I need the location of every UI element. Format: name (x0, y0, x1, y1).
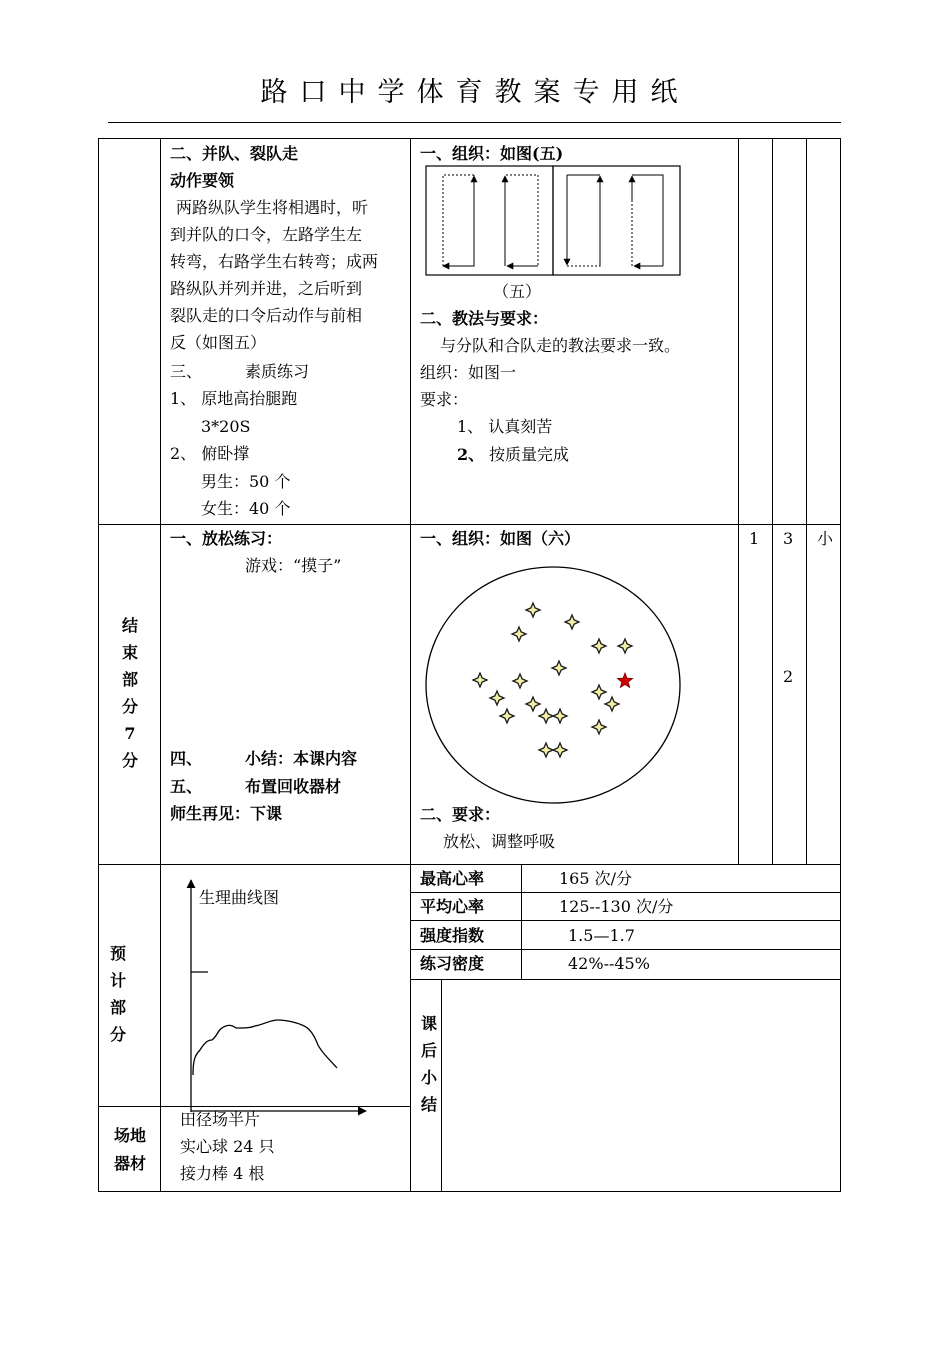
stat-label: 练习密度 (420, 954, 485, 973)
relax-heading: 一、放松练习： (170, 529, 283, 548)
section3-title: 素质练习 (245, 362, 310, 381)
count-column-top: 3 (783, 529, 794, 548)
stat-label: 最高心率 (420, 869, 485, 888)
end-requirements-text: 放松、调整呼吸 (443, 832, 556, 851)
section5-number: 五、 (170, 777, 203, 796)
relax-game: 游戏：“摸子” (245, 556, 342, 575)
after-class-summary-label: 课 后 小 结 (420, 1014, 437, 1114)
organization-heading-6: 一、组织：如图（六） (420, 529, 581, 548)
stat-value: 42%--45% (568, 954, 650, 973)
end-requirements-heading: 二、要求： (420, 805, 501, 824)
section4-text: 小结：本课内容 (245, 749, 358, 768)
stat-label: 平均心率 (420, 897, 485, 916)
end-part-label: 结 束 部 分 7 分 (121, 616, 138, 770)
count-column-bottom: 2 (783, 667, 794, 686)
key-points-line: 路纵队并列并进，之后听到 (170, 279, 363, 298)
figure-caption: （五） (493, 282, 542, 301)
method-heading: 二、教法与要求： (420, 309, 549, 328)
organization-heading: 一、组织：如图(五) (420, 144, 564, 163)
predict-part-label: 预 计 部 分 (109, 944, 126, 1044)
requirement-1: 1、 认真刻苦 (457, 417, 553, 436)
key-points-line: 裂队走的口令后动作与前相 (170, 306, 363, 325)
section5-text: 布置回收器材 (245, 777, 342, 796)
time-column-value: 1 (749, 529, 760, 548)
requirement-2-text: 按质量完成 (489, 445, 570, 464)
stat-label: 强度指数 (420, 926, 485, 945)
curve-chart-label: 生理曲线图 (199, 888, 280, 907)
stat-value: 165 次/分 (559, 869, 633, 888)
march-heading: 二、并队、裂队走 (170, 144, 299, 163)
key-points-line: 转弯，右路学生右转弯；成两 (170, 252, 379, 271)
male-count: 男生：50 个 (201, 472, 291, 491)
section3-number: 三、 (170, 362, 203, 381)
section4-number: 四、 (170, 749, 203, 768)
female-count: 女生：40 个 (201, 499, 291, 518)
stat-value: 125--130 次/分 (559, 897, 674, 916)
exercise-item-1-detail: 3*20S (201, 417, 251, 436)
requirements-label: 要求： (420, 390, 469, 409)
requirement-2-number: 2、 (457, 445, 485, 464)
key-points-line: 到并队的口令，左路学生左 (170, 225, 363, 244)
exercise-item-1: 1、 原地高抬腿跑 (170, 389, 298, 408)
key-points-heading: 动作要领 (170, 171, 235, 190)
venue-item: 田径场半片 (180, 1110, 261, 1129)
venue-label-line: 场地 (113, 1126, 146, 1145)
key-points-line: 两路纵队学生将相遇时，听 (176, 198, 369, 217)
exercise-item-2: 2、 俯卧撑 (170, 444, 250, 463)
farewell: 师生再见：下课 (170, 804, 283, 823)
key-points-line: 反（如图五） (170, 333, 267, 352)
method-text: 与分队和合队走的教法要求一致。 (440, 336, 681, 355)
venue-item: 实心球 24 只 (180, 1137, 275, 1156)
organization-text: 组织：如图一 (420, 363, 517, 382)
venue-item: 接力棒 4 根 (180, 1164, 265, 1183)
stat-value: 1.5—1.7 (568, 926, 635, 945)
page-title: 路口中学体育教案专用纸 (260, 77, 690, 108)
venue-label-line: 器材 (113, 1154, 146, 1173)
intensity-column-value: 小 (817, 529, 834, 548)
